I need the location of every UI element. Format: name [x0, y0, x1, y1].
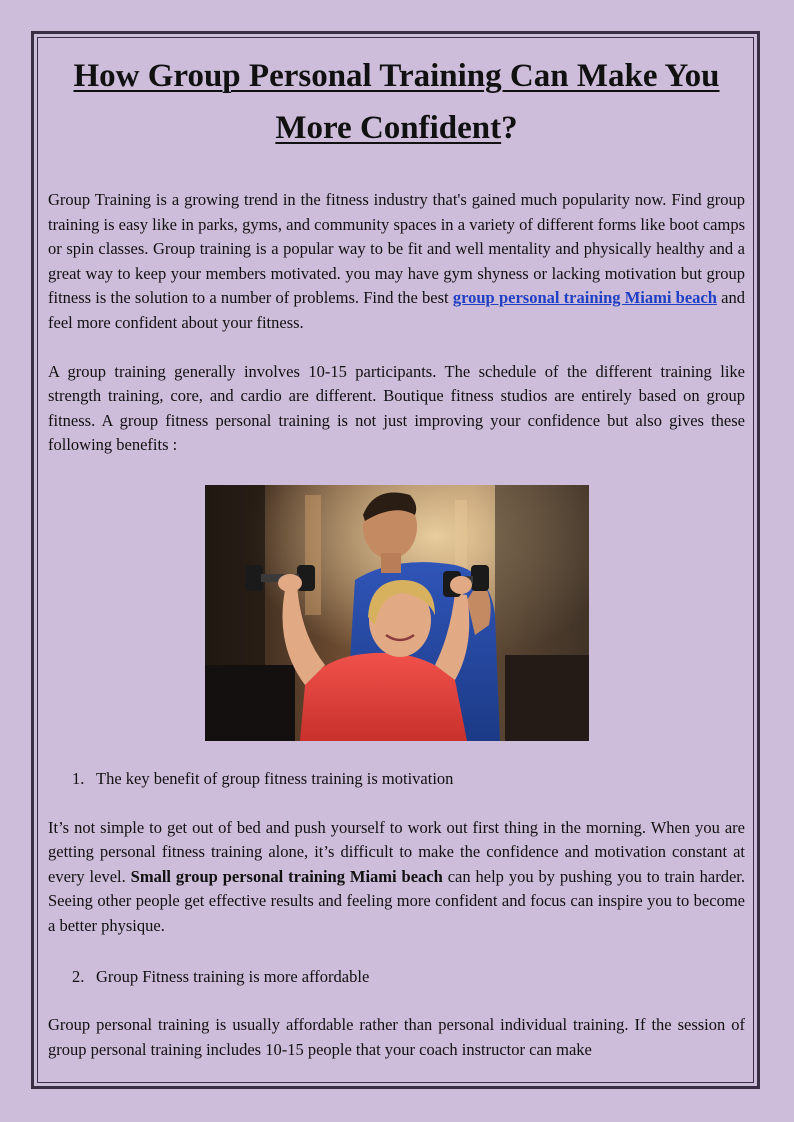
- article-title: How Group Personal Training Can Make You More Confident?: [73, 58, 720, 146]
- group-training-miami-link[interactable]: group personal training Miami beach: [452, 288, 717, 308]
- participants-paragraph: A group training generally involves 10-15 participants. The schedule of the different training like strength training, core, and cardio are different. Boutique fitness studios are entirely based on group fitness. A group fitness personal training is not just improving your confidence but also gives these following benefits :: [48, 361, 745, 455]
- intro-paragraph: Group Training is a growing trend in the fitness industry that's gained much popularity now. Find group training is easy like in parks, gyms, and community spaces in a variety of different forms like boot camps or spin classes. Group training is a popular way to be fit and well mentality and physically healthy and a great way to keep your members motivated. you may have gym shyness or lacking motivation but group fitness is the solution to a number of problems. Find the best group personal training Miami beach and feel more confident about your fitness.: [48, 190, 745, 332]
- trainer-photo: [205, 485, 589, 741]
- benefit-list-item-2: 2. Group Fitness training is more affordable: [72, 966, 370, 986]
- affordable-paragraph: Group personal training is usually affordable rather than personal individual training. If the session of group personal training includes 10-15 people that your coach instructor can make: [48, 1015, 745, 1059]
- motivation-paragraph: It’s not simple to get out of bed and push yourself to work out first thing in the morning. When you are getting personal fitness training alone, it’s difficult to make the confidence and motivation constant at every level. Small group personal training Miami beach can help you by pushing you to train harder. Seeing other people get effective results and feeling more confident and focus can inspire you to become a better physique.: [48, 817, 745, 935]
- article: [48, 48, 745, 1062]
- benefit-list-item-1: 1. The key benefit of group fitness training is motivation: [72, 768, 454, 788]
